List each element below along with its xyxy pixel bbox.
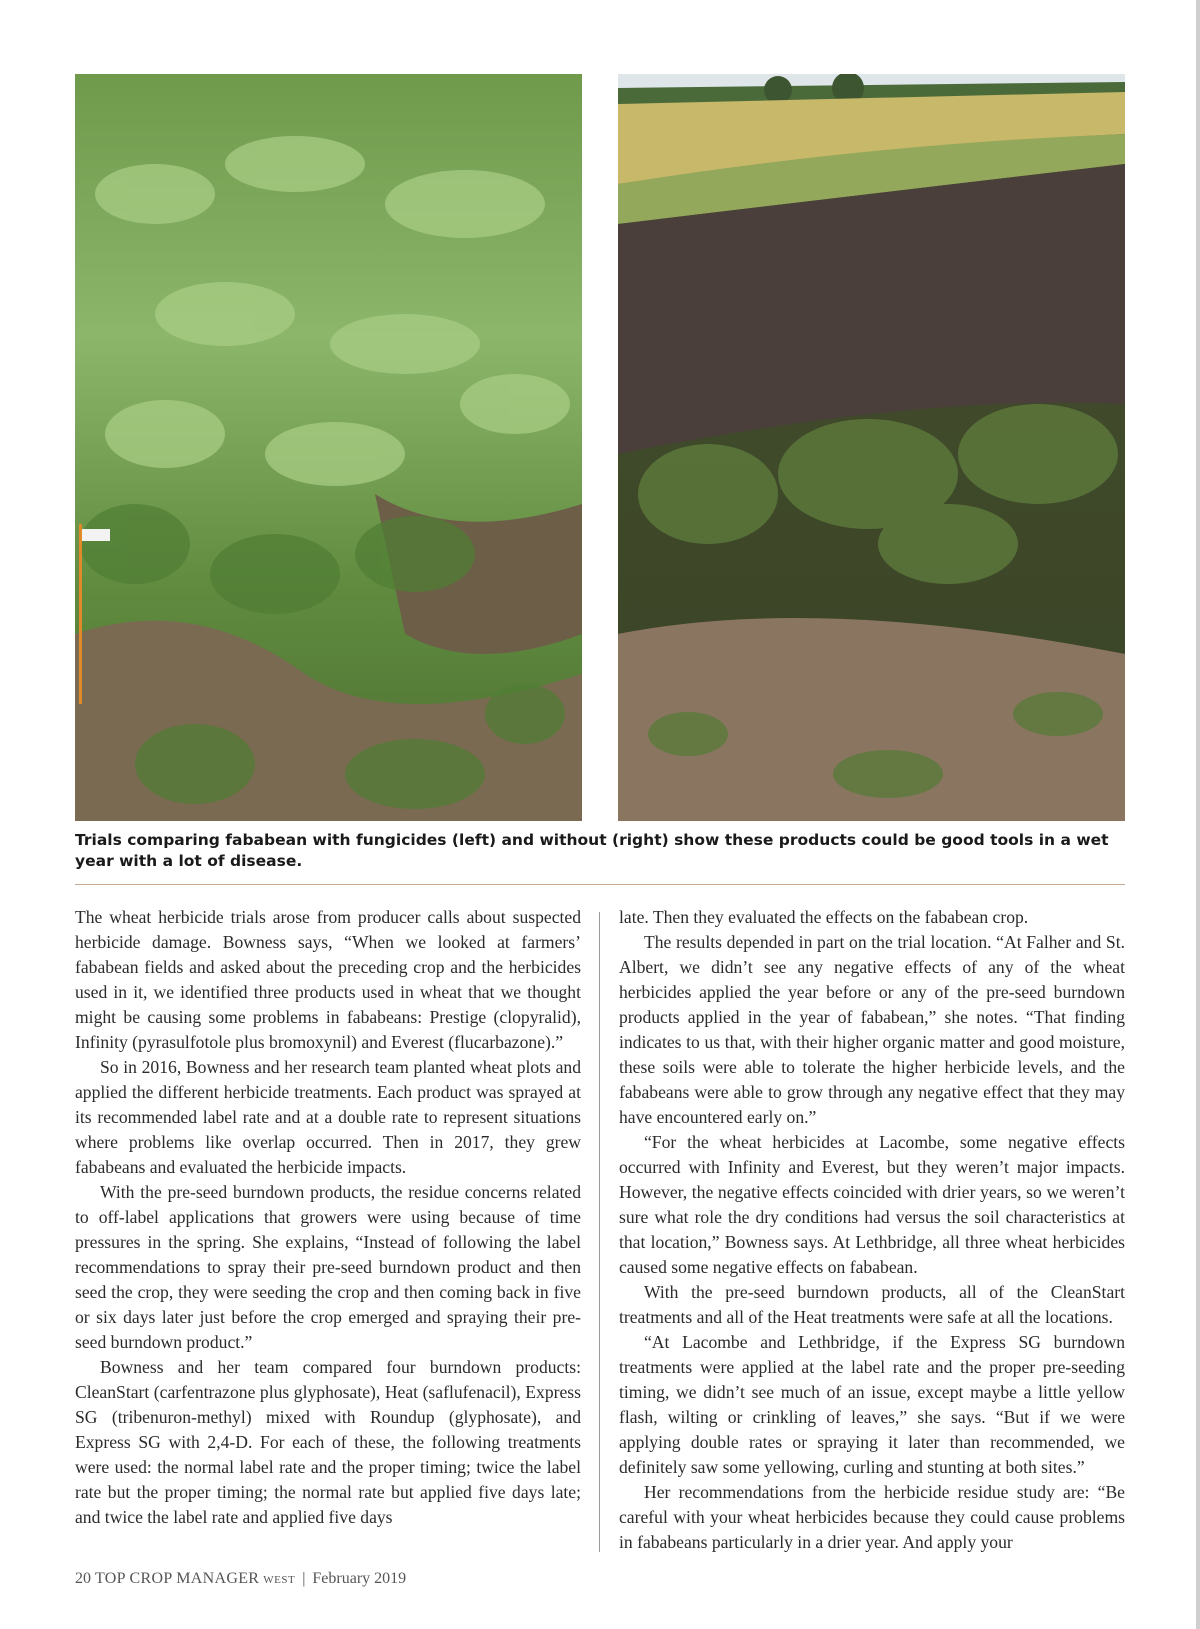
paragraph: The wheat herbicide trials arose from producer calls about suspected herbicide damage. Bowness says, “When we looked at farmers’ fababean fields and asked about the preceding crop and the herbicides used in it, we identified three products used in wheat that we thought might be causing some problems in fababeans: Prestige (clopyralid), Infinity (pyrasulfotole plus bromoxynil) and Everest (flucarbazone).” xyxy=(75,907,581,1052)
paragraph: The results depended in part on the trial location. “At Falher and St. Albert, we didn’t see any negative effects of any of the wheat herbicides applied the year before or any of the pre-seed burndown products applied in the year of fababean,” she notes. “That finding indicates to us that, with their higher organic matter and good moisture, these soils were able to tolerate the higher herbicide levels, and the fababeans were able to grow through any negative effect that they may have encountered early on.” xyxy=(619,932,1125,1127)
page-edge xyxy=(1196,0,1200,1629)
issue-date: February 2019 xyxy=(312,1570,407,1587)
paragraph: “For the wheat herbicides at Lacombe, some negative effects occurred with Infinity and Everest, but they weren’t major impacts. However, the negative effects coincided with drier years, so we weren’t sure what role the dry conditions had versus the soil characteristics at that location,” Bowness says. At Lethbridge, all three wheat herbicides caused some negative effects on fababean. xyxy=(619,1132,1125,1277)
paragraph: With the pre-seed burndown products, the residue concerns related to off-label applications that growers were using because of time pressures in the spring. She explains, “Instead of following the label recommendations to spray their pre-seed burndown product and then seed the crop, they were seeding the crop and then coming back in five or six days later just before the crop emerged and spraying their pre-seed burndown product.” xyxy=(75,1182,581,1352)
paragraph: late. Then they evaluated the effects on the fababean crop. xyxy=(619,907,1029,927)
paragraph: “At Lacombe and Lethbridge, if the Express SG burndown treatments were applied at the label rate and the proper pre-seeding timing, we didn’t see much of an issue, except maybe a little yellow flash, wilting or crinkling of leaves,” she says. “But if we were applying double rates or spraying it later than recommended, we definitely saw some yellowing, curling and stunting at both sites.” xyxy=(619,1332,1125,1477)
paragraph: Her recommendations from the herbicide residue study are: “Be careful with your wheat herbicides because they could cause problems in fababeans particularly in a drier year. And apply your xyxy=(619,1482,1125,1552)
magazine-name: TOP CROP MANAGER xyxy=(95,1570,260,1587)
paragraph: Bowness and her team compared four burndown products: CleanStart (carfentrazone plus glyphosate), Heat (saflufenacil), Express SG (tribenuron-methyl) mixed with Roundup (glyphosate), and Express SG with 2,4-D. For each of these, the following treatments were used: the normal label rate and the proper timing; twice the label rate but the proper timing; the normal rate but applied five days late; and twice the label rate and applied five days xyxy=(75,1357,581,1527)
page-number: 20 xyxy=(75,1570,91,1587)
article-column-left xyxy=(75,905,581,1530)
photo-caption: Trials comparing fababean with fungicides (left) and without (right) show these products could be good tools in a wet year with a lot of disease. xyxy=(75,831,1109,870)
footer-separator: | xyxy=(302,1570,306,1587)
fababean-no-fungicide-photo xyxy=(618,74,1125,821)
paragraph: So in 2016, Bowness and her research team planted wheat plots and applied the different herbicide treatments. Each product was sprayed at its recommended label rate and at a double rate to represent situations where problems like overlap occurred. Then in 2017, they grew fababeans and evaluated the herbicide impacts. xyxy=(75,1057,581,1177)
column-divider xyxy=(599,912,600,1552)
fababean-fungicide-photo xyxy=(75,74,582,821)
magazine-edition: WEST xyxy=(263,1574,296,1586)
caption-divider xyxy=(75,884,1125,885)
article-column-right xyxy=(619,905,1125,1555)
paragraph: With the pre-seed burndown products, all of the CleanStart treatments and all of the Heat treatments were safe at all the locations. xyxy=(619,1282,1125,1327)
page-footer xyxy=(75,1570,406,1588)
